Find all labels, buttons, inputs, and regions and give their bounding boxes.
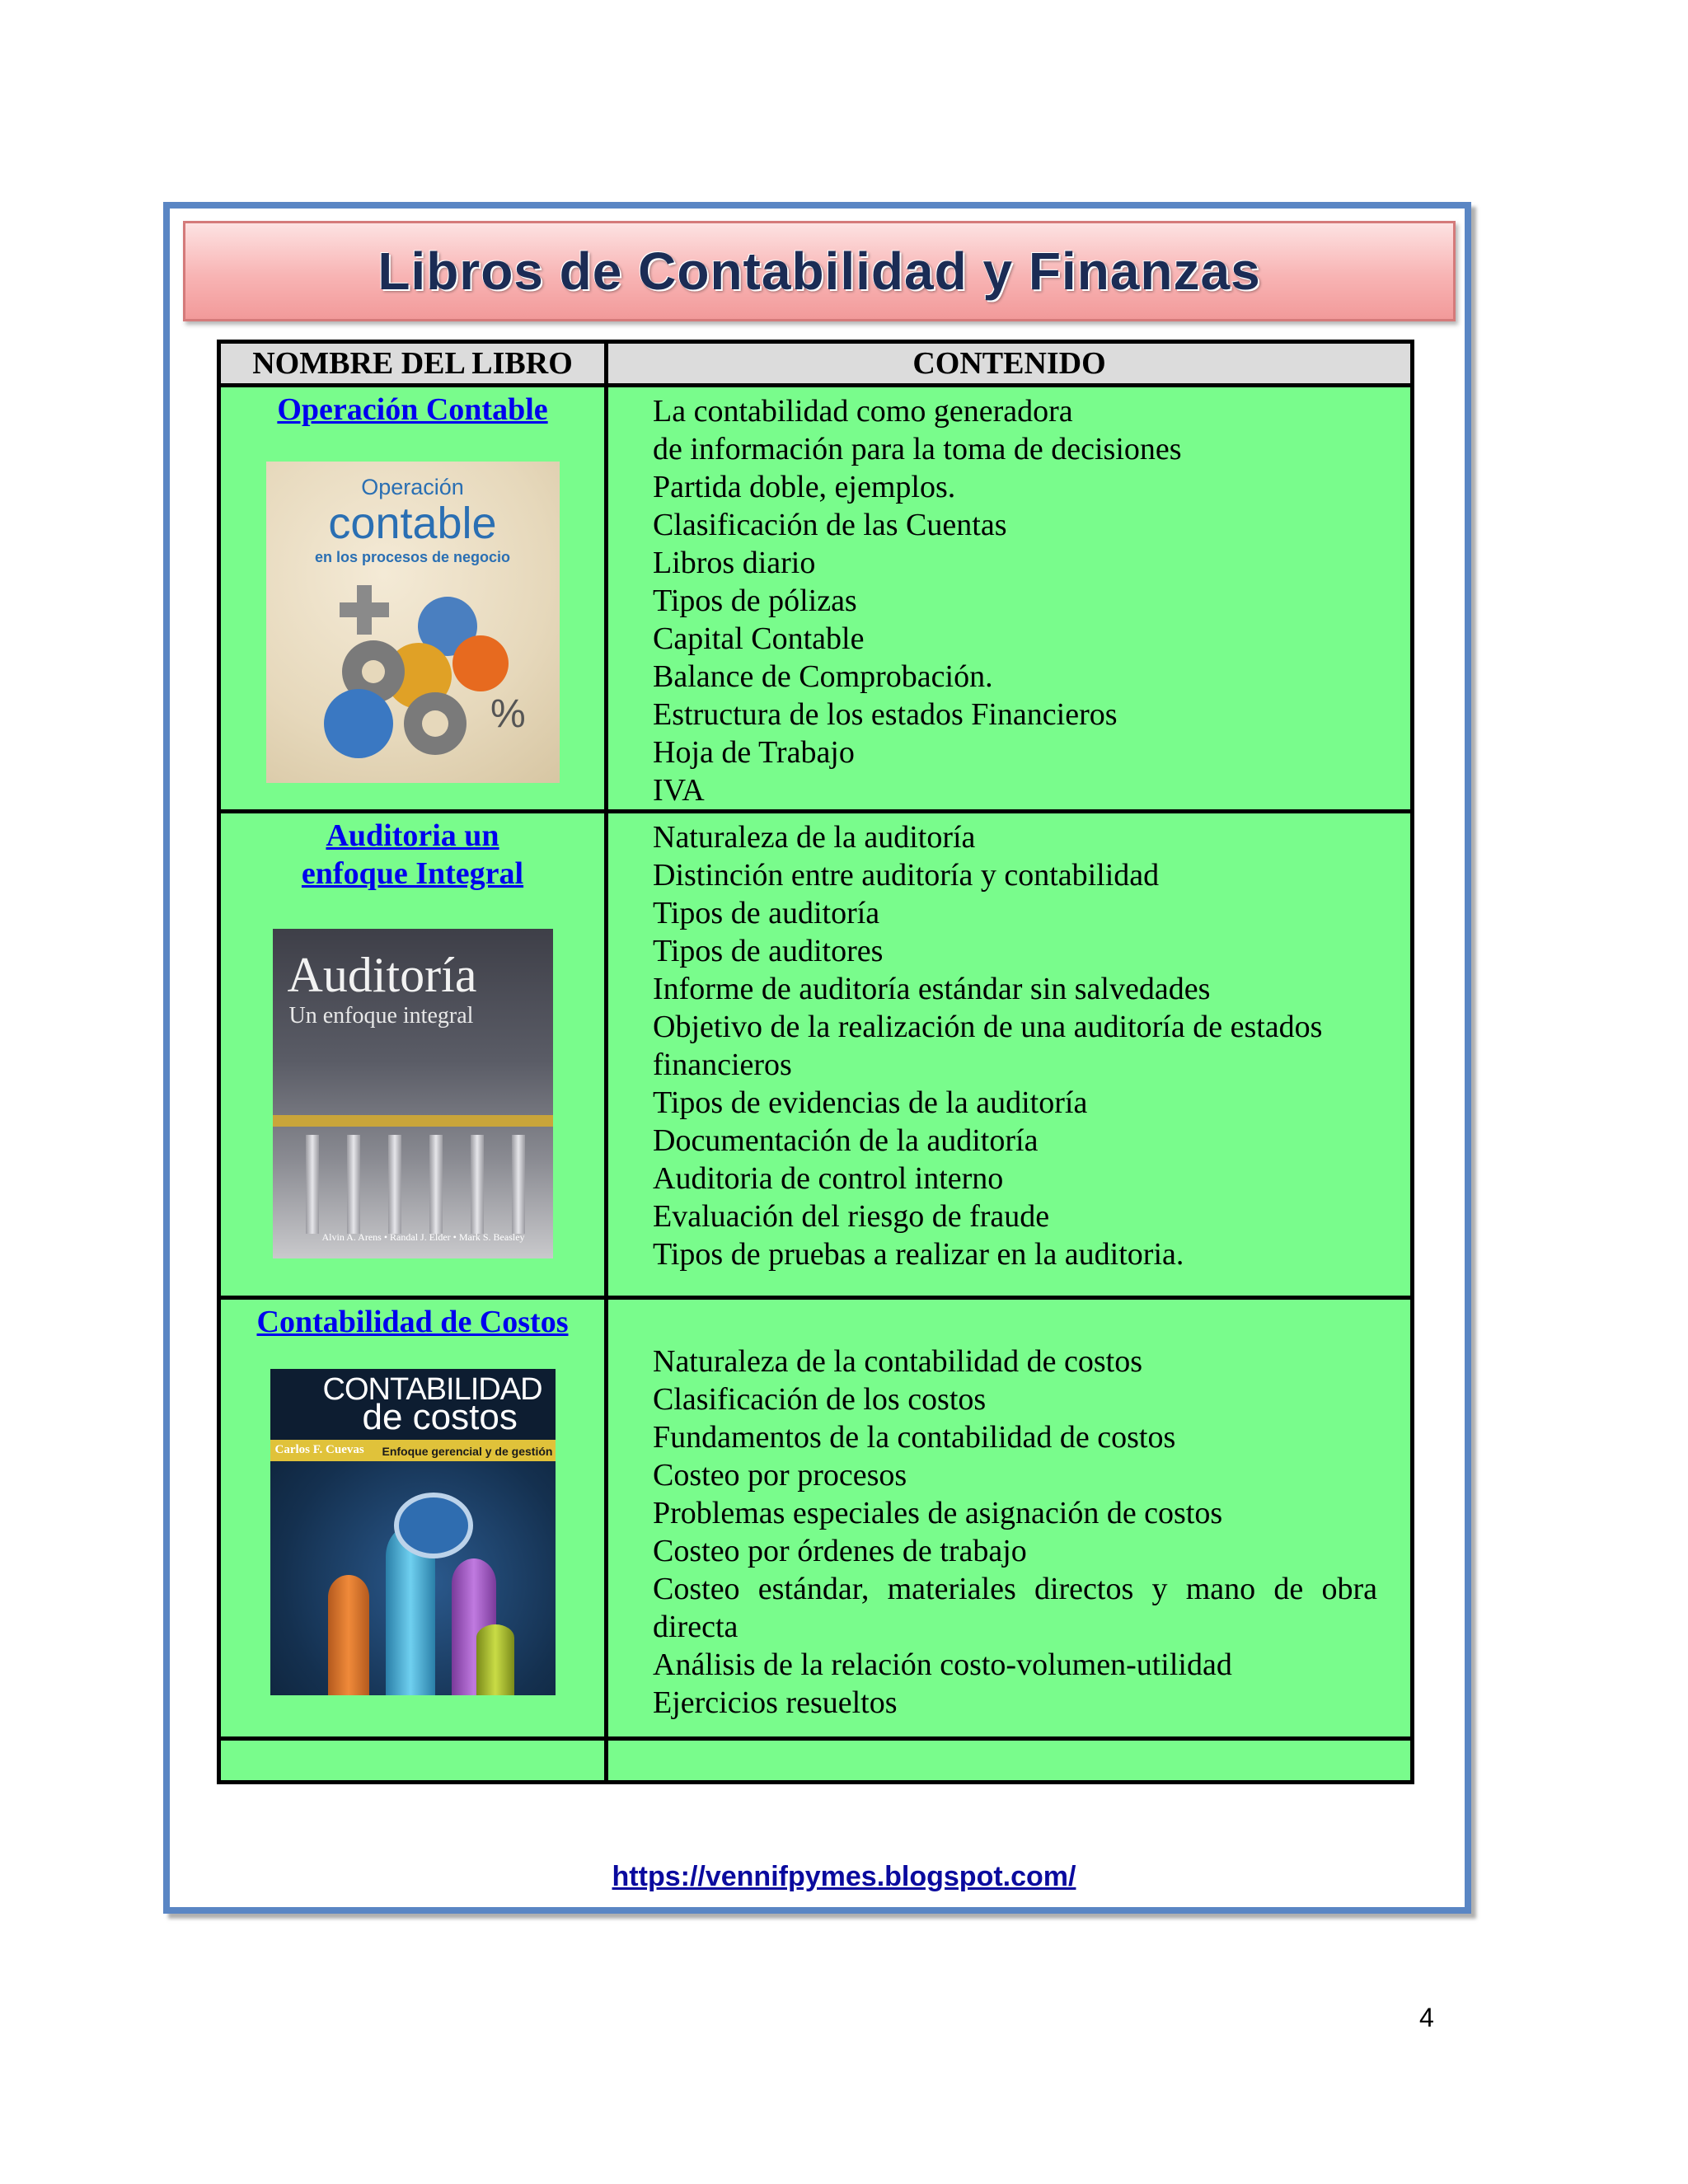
- content-item: Ejercicios resueltos: [653, 1685, 898, 1720]
- cover-subtitle: Enfoque gerencial y de gestión: [382, 1445, 553, 1458]
- content-item: Documentación de la auditoría: [653, 1123, 1039, 1158]
- book-title-link[interactable]: Operación Contable: [277, 392, 548, 427]
- cover-text: Auditoría: [287, 948, 477, 1002]
- pillar-shape: [512, 1135, 525, 1234]
- cylinder-shape: [328, 1575, 369, 1695]
- empty-cell: [219, 1739, 607, 1783]
- svg-text:%: %: [490, 692, 526, 736]
- content-list: [608, 387, 1410, 809]
- content-item: Tipos de auditoría: [653, 896, 880, 930]
- content-item: La contabilidad como generadora: [653, 394, 1073, 429]
- cylinder-shape: [476, 1624, 514, 1695]
- content-item: Libros diario: [653, 546, 816, 580]
- blog-link[interactable]: https://vennifpymes.blogspot.com/: [612, 1861, 1076, 1892]
- content-item: Informe de auditoría estándar sin salvedades: [653, 972, 1211, 1006]
- page-number: 4: [1419, 2003, 1434, 2032]
- cover-text: contable: [328, 499, 497, 548]
- content-item: Tipos de pólizas: [653, 583, 857, 618]
- content-item: Capital Contable: [653, 621, 865, 656]
- page-title: Libros de Contabilidad y Finanzas: [377, 241, 1261, 301]
- table-header-row: [219, 342, 1413, 386]
- content-list: [608, 1300, 1410, 1722]
- gears-icon: [266, 462, 560, 783]
- book-title-link[interactable]: Auditoria un enfoque Integral: [301, 818, 524, 891]
- content-item: de información para la toma de decisiones: [653, 432, 1182, 466]
- content-item: Naturaleza de la contabilidad de costos: [653, 1344, 1143, 1379]
- content-item: Partida doble, ejemplos.: [653, 470, 956, 504]
- book-cell: [219, 812, 607, 1298]
- content-item: Tipos de auditores: [653, 934, 884, 968]
- cover-authors: Alvin A. Arens • Randal J. Elder • Mark S. Beasley: [321, 1231, 525, 1243]
- cover-text: Un enfoque integral: [288, 1003, 474, 1029]
- header-content: CONTENIDO: [607, 342, 1413, 386]
- pillar-shape: [347, 1135, 360, 1234]
- cover-text: en los procesos de negocio: [314, 549, 511, 565]
- books-table: [217, 340, 1414, 1784]
- content-item: Hoja de Trabajo: [653, 735, 855, 770]
- content-item: Clasificación de las Cuentas: [653, 508, 1007, 542]
- book-cell: [219, 1298, 607, 1739]
- book-cover-image: [266, 462, 560, 783]
- title-banner: [183, 221, 1456, 321]
- content-list: [608, 813, 1410, 1273]
- content-cell: [607, 812, 1413, 1298]
- content-item: Distinción entre auditoría y contabilidad: [653, 858, 1160, 893]
- book-title-link[interactable]: Contabilidad de Costos: [256, 1305, 569, 1339]
- content-cell: [607, 1298, 1413, 1739]
- cover-band: [273, 1115, 553, 1127]
- content-item: Costeo por procesos: [653, 1458, 907, 1493]
- content-item: Problemas especiales de asignación de costos: [653, 1496, 1223, 1530]
- content-item: Fundamentos de la contabilidad de costos: [653, 1420, 1176, 1455]
- cover-text: CONTABILIDAD: [322, 1372, 542, 1407]
- content-item: Análisis de la relación costo-volumen-utilidad: [653, 1647, 1232, 1682]
- cover-author: Carlos F. Cuevas: [274, 1443, 364, 1456]
- book-cover-image: [273, 929, 553, 1258]
- content-item: Auditoria de control interno: [653, 1161, 1004, 1196]
- content-item: Balance de Comprobación.: [653, 659, 993, 694]
- pillar-shape: [471, 1135, 484, 1234]
- empty-cell: [607, 1739, 1413, 1783]
- content-item: Evaluación del riesgo de fraude: [653, 1199, 1050, 1234]
- content-item: Tipos de evidencias de la auditoría: [653, 1085, 1088, 1120]
- header-book-name: NOMBRE DEL LIBRO: [219, 342, 607, 386]
- pillar-shape: [429, 1135, 443, 1234]
- content-item: Estructura de los estados Financieros: [653, 697, 1118, 732]
- content-item: Costeo estándar, materiales directos y mano de obra directa: [653, 1572, 1377, 1644]
- content-item: Naturaleza de la auditoría: [653, 820, 976, 855]
- table-row: [219, 386, 1413, 812]
- content-item: IVA: [653, 773, 705, 808]
- table-row: [219, 1298, 1413, 1739]
- table-row: [219, 812, 1413, 1298]
- pillar-shape: [388, 1135, 401, 1234]
- table-row-empty: [219, 1739, 1413, 1783]
- cover-text: Operación: [361, 475, 464, 499]
- content-item: Clasificación de los costos: [653, 1382, 987, 1417]
- book-cover-image: [270, 1369, 556, 1695]
- content-item: Costeo por órdenes de trabajo: [653, 1534, 1027, 1568]
- pillar-shape: [306, 1135, 319, 1234]
- book-cell: [219, 386, 607, 812]
- content-item: Tipos de pruebas a realizar en la auditoria.: [653, 1237, 1184, 1272]
- dollar-icon: [394, 1493, 473, 1558]
- content-cell: [607, 386, 1413, 812]
- content-item: Objetivo de la realización de una auditoría de estados financieros: [653, 1010, 1323, 1082]
- cover-text: de costos: [362, 1397, 518, 1437]
